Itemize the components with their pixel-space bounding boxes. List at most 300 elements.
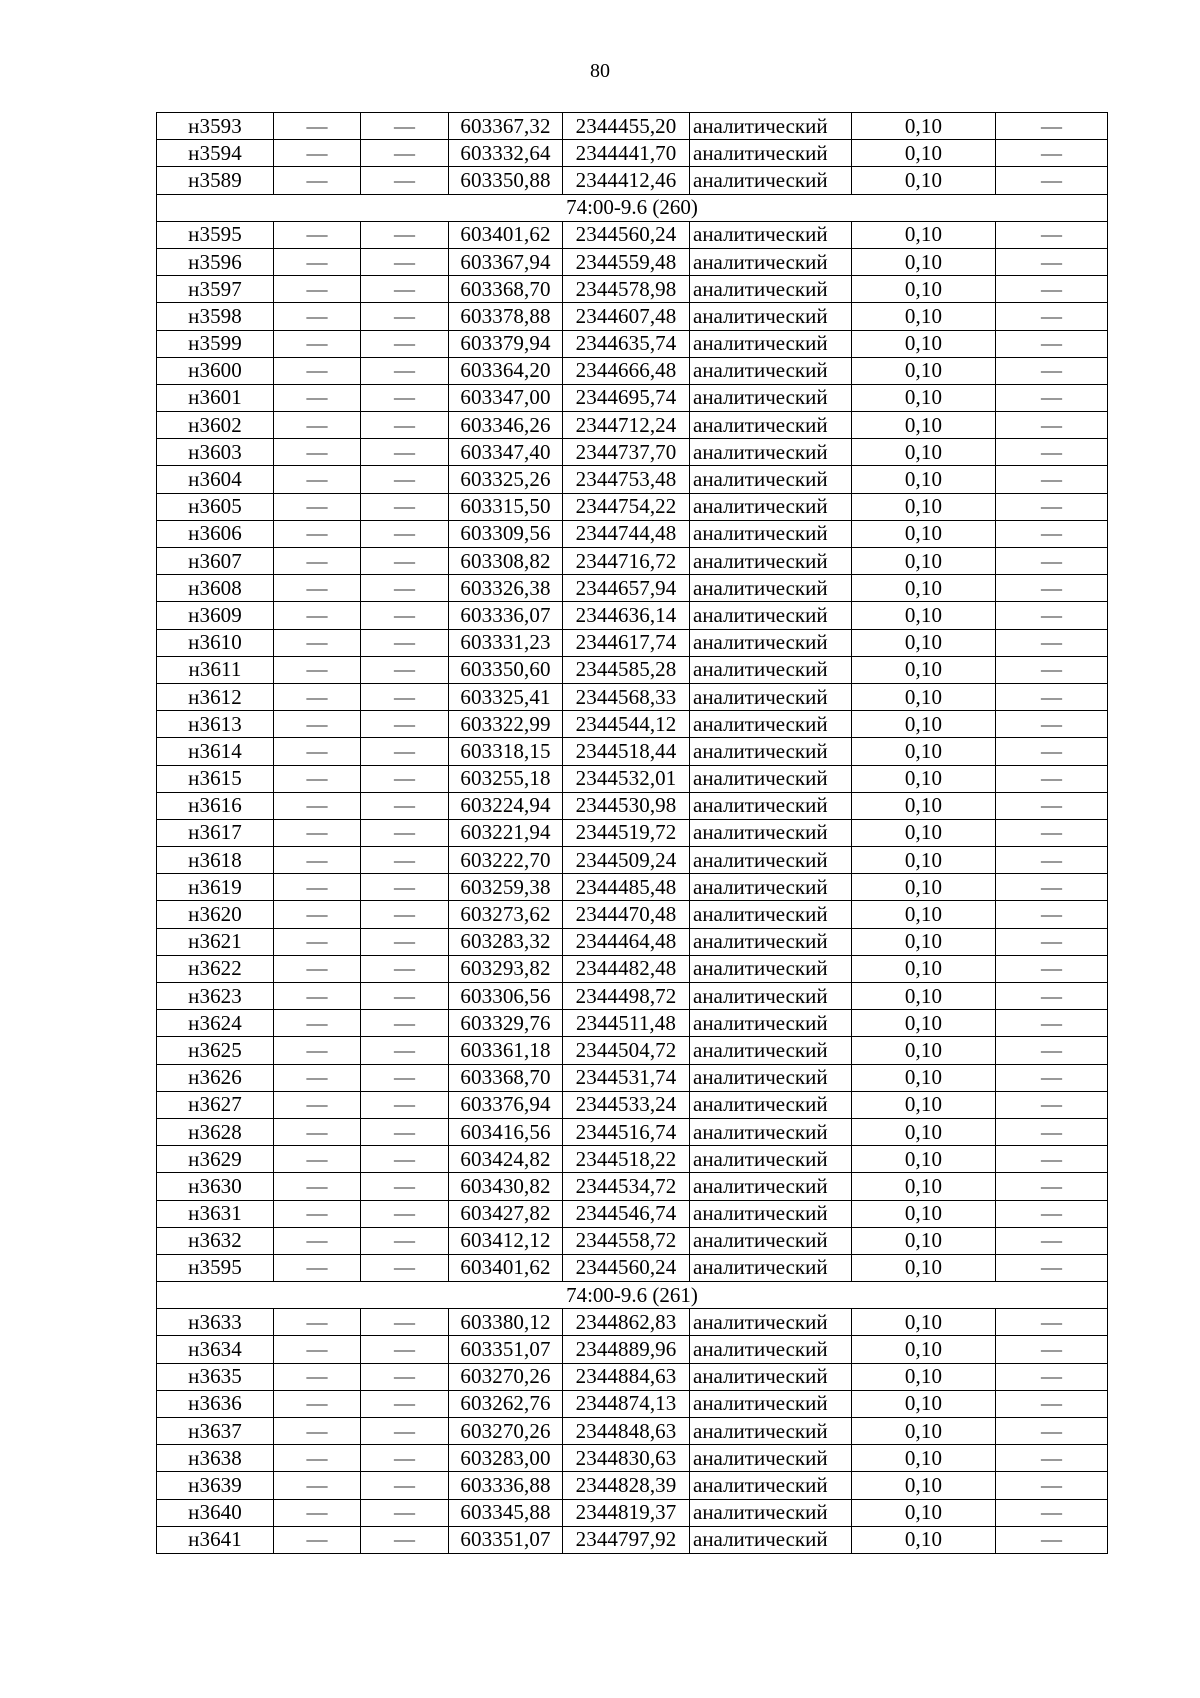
y-coordinate-cell: 2344819,37 [563,1499,690,1526]
point-name-cell: н3635 [157,1363,274,1390]
old-x-cell: — [274,983,361,1010]
old-y-cell: — [361,1418,449,1445]
point-name-cell: н3634 [157,1336,274,1363]
x-coordinate-cell: 603270,26 [449,1418,563,1445]
y-coordinate-cell: 2344828,39 [563,1472,690,1499]
y-coordinate-cell: 2344737,70 [563,439,690,466]
point-name-cell: н3611 [157,656,274,683]
old-x-cell: — [274,221,361,248]
method-cell: аналитический [690,248,852,275]
old-x-cell: — [274,1390,361,1417]
x-coordinate-cell: 603346,26 [449,412,563,439]
old-x-cell: — [274,656,361,683]
old-x-cell: — [274,629,361,656]
description-cell: — [996,874,1108,901]
old-x-cell: — [274,548,361,575]
x-coordinate-cell: 603262,76 [449,1390,563,1417]
y-coordinate-cell: 2344874,13 [563,1390,690,1417]
old-y-cell: — [361,1526,449,1553]
method-cell: аналитический [690,167,852,194]
accuracy-cell: 0,10 [852,1254,996,1281]
table-row [157,1526,1108,1553]
old-x-cell: — [274,575,361,602]
old-x-cell: — [274,1499,361,1526]
y-coordinate-cell: 2344464,48 [563,928,690,955]
x-coordinate-cell: 603427,82 [449,1200,563,1227]
old-y-cell: — [361,221,449,248]
old-y-cell: — [361,847,449,874]
old-x-cell: — [274,738,361,765]
description-cell: — [996,1309,1108,1336]
table-row [157,248,1108,275]
method-cell: аналитический [690,1064,852,1091]
y-coordinate-cell: 2344519,72 [563,819,690,846]
description-cell: — [996,1363,1108,1390]
old-x-cell: — [274,357,361,384]
old-y-cell: — [361,1336,449,1363]
description-cell: — [996,765,1108,792]
old-y-cell: — [361,1472,449,1499]
old-x-cell: — [274,1200,361,1227]
old-y-cell: — [361,683,449,710]
x-coordinate-cell: 603293,82 [449,955,563,982]
y-coordinate-cell: 2344657,94 [563,575,690,602]
accuracy-cell: 0,10 [852,1336,996,1363]
old-x-cell: — [274,167,361,194]
old-y-cell: — [361,520,449,547]
table-row [157,1010,1108,1037]
accuracy-cell: 0,10 [852,1146,996,1173]
description-cell: — [996,656,1108,683]
method-cell: аналитический [690,983,852,1010]
section-title: 74:00-9.6 (261) [157,1282,1108,1309]
x-coordinate-cell: 603329,76 [449,1010,563,1037]
point-name-cell: н3628 [157,1118,274,1145]
old-x-cell: — [274,1445,361,1472]
x-coordinate-cell: 603336,88 [449,1472,563,1499]
description-cell: — [996,683,1108,710]
old-y-cell: — [361,493,449,520]
table-row [157,1418,1108,1445]
old-y-cell: — [361,412,449,439]
point-name-cell: н3593 [157,113,274,140]
description-cell: — [996,1173,1108,1200]
y-coordinate-cell: 2344485,48 [563,874,690,901]
y-coordinate-cell: 2344441,70 [563,140,690,167]
table-row [157,1499,1108,1526]
table-row [157,520,1108,547]
y-coordinate-cell: 2344518,44 [563,738,690,765]
old-y-cell: — [361,1037,449,1064]
accuracy-cell: 0,10 [852,357,996,384]
x-coordinate-cell: 603326,38 [449,575,563,602]
point-name-cell: н3589 [157,167,274,194]
point-name-cell: н3630 [157,1173,274,1200]
y-coordinate-cell: 2344504,72 [563,1037,690,1064]
table-row [157,330,1108,357]
method-cell: аналитический [690,303,852,330]
table-row [157,1091,1108,1118]
y-coordinate-cell: 2344560,24 [563,221,690,248]
accuracy-cell: 0,10 [852,1472,996,1499]
old-x-cell: — [274,248,361,275]
point-name-cell: н3604 [157,466,274,493]
description-cell: — [996,1200,1108,1227]
y-coordinate-cell: 2344830,63 [563,1445,690,1472]
old-x-cell: — [274,520,361,547]
accuracy-cell: 0,10 [852,819,996,846]
y-coordinate-cell: 2344560,24 [563,1254,690,1281]
table-row [157,629,1108,656]
description-cell: — [996,602,1108,629]
x-coordinate-cell: 603318,15 [449,738,563,765]
accuracy-cell: 0,10 [852,928,996,955]
old-y-cell: — [361,1173,449,1200]
old-x-cell: — [274,1363,361,1390]
y-coordinate-cell: 2344716,72 [563,548,690,575]
old-y-cell: — [361,167,449,194]
description-cell: — [996,1526,1108,1553]
method-cell: аналитический [690,1390,852,1417]
description-cell: — [996,548,1108,575]
point-name-cell: н3623 [157,983,274,1010]
point-name-cell: н3633 [157,1309,274,1336]
old-x-cell: — [274,1418,361,1445]
table-row [157,113,1108,140]
old-y-cell: — [361,1200,449,1227]
old-y-cell: — [361,113,449,140]
description-cell: — [996,1390,1108,1417]
table-row [157,140,1108,167]
old-x-cell: — [274,140,361,167]
accuracy-cell: 0,10 [852,1118,996,1145]
method-cell: аналитический [690,738,852,765]
description-cell: — [996,1146,1108,1173]
table-row [157,1336,1108,1363]
x-coordinate-cell: 603331,23 [449,629,563,656]
y-coordinate-cell: 2344509,24 [563,847,690,874]
x-coordinate-cell: 603273,62 [449,901,563,928]
x-coordinate-cell: 603224,94 [449,792,563,819]
point-name-cell: н3636 [157,1390,274,1417]
accuracy-cell: 0,10 [852,276,996,303]
x-coordinate-cell: 603412,12 [449,1227,563,1254]
x-coordinate-cell: 603222,70 [449,847,563,874]
description-cell: — [996,493,1108,520]
method-cell: аналитический [690,1010,852,1037]
table-row [157,1118,1108,1145]
y-coordinate-cell: 2344753,48 [563,466,690,493]
old-x-cell: — [274,439,361,466]
x-coordinate-cell: 603416,56 [449,1118,563,1145]
y-coordinate-cell: 2344534,72 [563,1173,690,1200]
table-row [157,1146,1108,1173]
table-row [157,1309,1108,1336]
old-y-cell: — [361,656,449,683]
accuracy-cell: 0,10 [852,1309,996,1336]
accuracy-cell: 0,10 [852,1418,996,1445]
old-y-cell: — [361,1064,449,1091]
method-cell: аналитический [690,602,852,629]
point-name-cell: н3595 [157,1254,274,1281]
point-name-cell: н3621 [157,928,274,955]
table-row [157,901,1108,928]
x-coordinate-cell: 603347,00 [449,384,563,411]
x-coordinate-cell: 603259,38 [449,874,563,901]
table-row [157,792,1108,819]
method-cell: аналитический [690,1254,852,1281]
old-y-cell: — [361,928,449,955]
method-cell: аналитический [690,384,852,411]
old-y-cell: — [361,765,449,792]
old-x-cell: — [274,493,361,520]
table-row [157,955,1108,982]
old-x-cell: — [274,792,361,819]
y-coordinate-cell: 2344666,48 [563,357,690,384]
y-coordinate-cell: 2344744,48 [563,520,690,547]
x-coordinate-cell: 603350,88 [449,167,563,194]
old-y-cell: — [361,629,449,656]
accuracy-cell: 0,10 [852,384,996,411]
point-name-cell: н3607 [157,548,274,575]
y-coordinate-cell: 2344635,74 [563,330,690,357]
old-x-cell: — [274,765,361,792]
x-coordinate-cell: 603351,07 [449,1526,563,1553]
description-cell: — [996,1445,1108,1472]
description-cell: — [996,520,1108,547]
method-cell: аналитический [690,792,852,819]
old-y-cell: — [361,1146,449,1173]
table-row [157,1254,1108,1281]
point-name-cell: н3600 [157,357,274,384]
description-cell: — [996,1472,1108,1499]
accuracy-cell: 0,10 [852,901,996,928]
accuracy-cell: 0,10 [852,1200,996,1227]
point-name-cell: н3605 [157,493,274,520]
table-row [157,1064,1108,1091]
accuracy-cell: 0,10 [852,711,996,738]
y-coordinate-cell: 2344695,74 [563,384,690,411]
method-cell: аналитический [690,520,852,547]
x-coordinate-cell: 603306,56 [449,983,563,1010]
table-row [157,303,1108,330]
table-row [157,1227,1108,1254]
accuracy-cell: 0,10 [852,248,996,275]
method-cell: аналитический [690,439,852,466]
old-y-cell: — [361,439,449,466]
section-header-row [157,1282,1108,1309]
point-name-cell: н3618 [157,847,274,874]
x-coordinate-cell: 603380,12 [449,1309,563,1336]
method-cell: аналитический [690,1146,852,1173]
description-cell: — [996,983,1108,1010]
table-row [157,167,1108,194]
old-y-cell: — [361,357,449,384]
method-cell: аналитический [690,1418,852,1445]
accuracy-cell: 0,10 [852,683,996,710]
method-cell: аналитический [690,847,852,874]
old-x-cell: — [274,1091,361,1118]
y-coordinate-cell: 2344516,74 [563,1118,690,1145]
table-row [157,765,1108,792]
y-coordinate-cell: 2344754,22 [563,493,690,520]
point-name-cell: н3599 [157,330,274,357]
y-coordinate-cell: 2344518,22 [563,1146,690,1173]
description-cell: — [996,847,1108,874]
method-cell: аналитический [690,412,852,439]
y-coordinate-cell: 2344712,24 [563,412,690,439]
old-x-cell: — [274,683,361,710]
accuracy-cell: 0,10 [852,656,996,683]
old-x-cell: — [274,928,361,955]
accuracy-cell: 0,10 [852,792,996,819]
method-cell: аналитический [690,357,852,384]
method-cell: аналитический [690,1037,852,1064]
description-cell: — [996,1118,1108,1145]
point-name-cell: н3639 [157,1472,274,1499]
old-y-cell: — [361,140,449,167]
table-row [157,384,1108,411]
description-cell: — [996,276,1108,303]
old-x-cell: — [274,847,361,874]
method-cell: аналитический [690,330,852,357]
point-name-cell: н3606 [157,520,274,547]
accuracy-cell: 0,10 [852,765,996,792]
table-row [157,1200,1108,1227]
accuracy-cell: 0,10 [852,1363,996,1390]
old-y-cell: — [361,819,449,846]
x-coordinate-cell: 603367,94 [449,248,563,275]
description-cell: — [996,629,1108,656]
description-cell: — [996,357,1108,384]
method-cell: аналитический [690,113,852,140]
point-name-cell: н3596 [157,248,274,275]
method-cell: аналитический [690,1091,852,1118]
method-cell: аналитический [690,1200,852,1227]
old-y-cell: — [361,1309,449,1336]
old-x-cell: — [274,874,361,901]
x-coordinate-cell: 603283,00 [449,1445,563,1472]
x-coordinate-cell: 603367,32 [449,113,563,140]
table-row [157,412,1108,439]
x-coordinate-cell: 603336,07 [449,602,563,629]
method-cell: аналитический [690,1336,852,1363]
old-x-cell: — [274,1146,361,1173]
point-name-cell: н3624 [157,1010,274,1037]
accuracy-cell: 0,10 [852,330,996,357]
x-coordinate-cell: 603325,26 [449,466,563,493]
description-cell: — [996,1418,1108,1445]
method-cell: аналитический [690,765,852,792]
accuracy-cell: 0,10 [852,847,996,874]
y-coordinate-cell: 2344585,28 [563,656,690,683]
method-cell: аналитический [690,819,852,846]
method-cell: аналитический [690,1227,852,1254]
description-cell: — [996,1091,1108,1118]
old-y-cell: — [361,466,449,493]
point-name-cell: н3615 [157,765,274,792]
old-x-cell: — [274,1472,361,1499]
method-cell: аналитический [690,874,852,901]
old-y-cell: — [361,901,449,928]
x-coordinate-cell: 603364,20 [449,357,563,384]
point-name-cell: н3622 [157,955,274,982]
x-coordinate-cell: 603322,99 [449,711,563,738]
accuracy-cell: 0,10 [852,140,996,167]
old-x-cell: — [274,384,361,411]
method-cell: аналитический [690,1445,852,1472]
description-cell: — [996,384,1108,411]
y-coordinate-cell: 2344607,48 [563,303,690,330]
y-coordinate-cell: 2344848,63 [563,1418,690,1445]
coordinates-table [156,112,1108,1554]
x-coordinate-cell: 603283,32 [449,928,563,955]
description-cell: — [996,113,1108,140]
method-cell: аналитический [690,1526,852,1553]
point-name-cell: н3601 [157,384,274,411]
old-y-cell: — [361,384,449,411]
accuracy-cell: 0,10 [852,575,996,602]
point-name-cell: н3614 [157,738,274,765]
description-cell: — [996,1227,1108,1254]
old-y-cell: — [361,1091,449,1118]
y-coordinate-cell: 2344455,20 [563,113,690,140]
method-cell: аналитический [690,1118,852,1145]
y-coordinate-cell: 2344862,83 [563,1309,690,1336]
description-cell: — [996,1037,1108,1064]
method-cell: аналитический [690,683,852,710]
x-coordinate-cell: 603350,60 [449,656,563,683]
x-coordinate-cell: 603430,82 [449,1173,563,1200]
old-y-cell: — [361,548,449,575]
method-cell: аналитический [690,140,852,167]
point-name-cell: н3629 [157,1146,274,1173]
description-cell: — [996,1336,1108,1363]
y-coordinate-cell: 2344889,96 [563,1336,690,1363]
y-coordinate-cell: 2344482,48 [563,955,690,982]
method-cell: аналитический [690,1173,852,1200]
old-y-cell: — [361,983,449,1010]
description-cell: — [996,928,1108,955]
method-cell: аналитический [690,548,852,575]
description-cell: — [996,1064,1108,1091]
point-name-cell: н3612 [157,683,274,710]
x-coordinate-cell: 603325,41 [449,683,563,710]
y-coordinate-cell: 2344498,72 [563,983,690,1010]
accuracy-cell: 0,10 [852,1499,996,1526]
y-coordinate-cell: 2344511,48 [563,1010,690,1037]
old-x-cell: — [274,1064,361,1091]
table-row [157,847,1108,874]
y-coordinate-cell: 2344544,12 [563,711,690,738]
accuracy-cell: 0,10 [852,629,996,656]
old-x-cell: — [274,1118,361,1145]
table-row [157,819,1108,846]
old-x-cell: — [274,819,361,846]
accuracy-cell: 0,10 [852,602,996,629]
description-cell: — [996,330,1108,357]
old-x-cell: — [274,1336,361,1363]
old-y-cell: — [361,1118,449,1145]
x-coordinate-cell: 603424,82 [449,1146,563,1173]
old-y-cell: — [361,276,449,303]
y-coordinate-cell: 2344532,01 [563,765,690,792]
old-x-cell: — [274,711,361,738]
description-cell: — [996,439,1108,466]
point-name-cell: н3631 [157,1200,274,1227]
x-coordinate-cell: 603309,56 [449,520,563,547]
table-row [157,357,1108,384]
